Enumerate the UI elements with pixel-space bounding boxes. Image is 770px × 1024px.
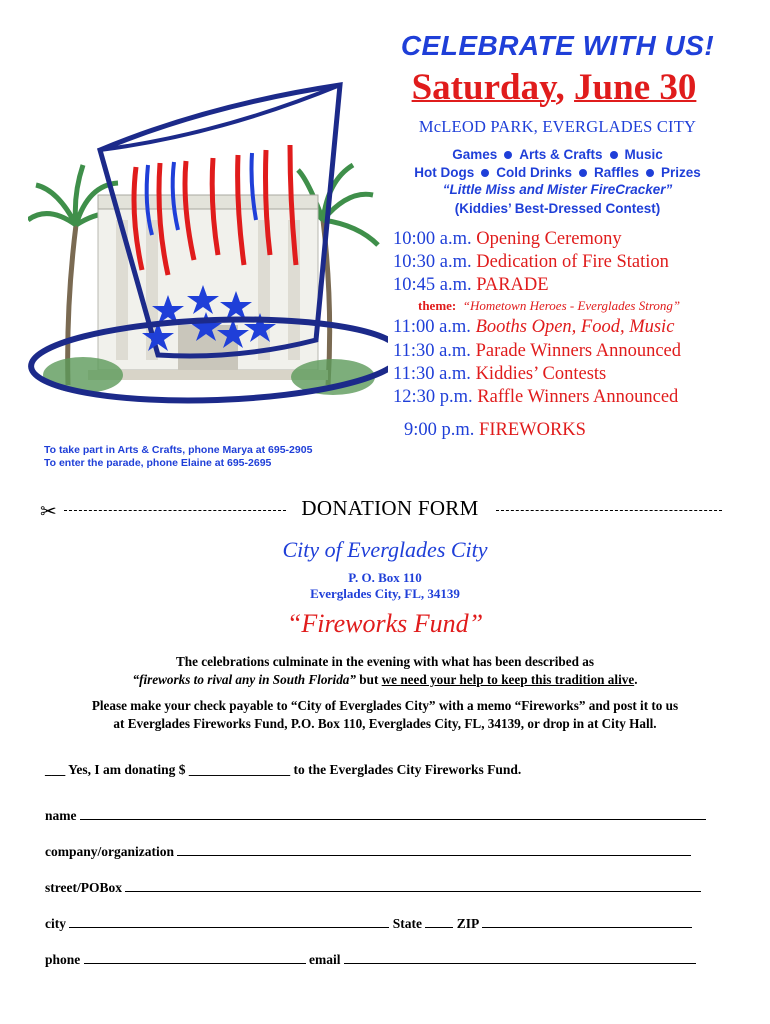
schedule-event: Opening Ceremony bbox=[476, 229, 622, 249]
schedule-event: Dedication of Fire Station bbox=[476, 252, 669, 272]
features-row-1 bbox=[385, 147, 730, 162]
schedule-event: Kiddies’ Contests bbox=[475, 364, 607, 384]
po-box: P. O. Box 110 bbox=[348, 570, 422, 585]
zip-label: ZIP bbox=[456, 916, 479, 931]
celebration-text-line1: The celebrations culminate in the evening with what has been described as bbox=[176, 654, 594, 669]
schedule-time: 9:00 p.m. bbox=[404, 420, 475, 440]
schedule-event: FIREWORKS bbox=[479, 420, 586, 440]
bullet-icon bbox=[579, 169, 587, 177]
schedule-item bbox=[393, 387, 678, 408]
date-day: Saturday bbox=[411, 67, 556, 108]
email-label: email bbox=[309, 952, 341, 967]
name-input-line[interactable] bbox=[80, 807, 706, 820]
zip-input-line[interactable] bbox=[482, 915, 692, 928]
phone-label: phone bbox=[45, 952, 81, 967]
date-month: June 30 bbox=[574, 67, 697, 108]
company-input-line[interactable] bbox=[177, 843, 691, 856]
connector-text: but bbox=[356, 672, 382, 687]
arts-contact-note: To take part in Arts & Crafts, phone Marya at 695-2905 bbox=[44, 444, 313, 456]
donation-form-title: DONATION FORM bbox=[301, 496, 479, 520]
city-name: City of Everglades City bbox=[282, 537, 488, 562]
cut-line-left bbox=[64, 510, 286, 511]
fund-title: “Fireworks Fund” bbox=[286, 609, 484, 638]
feature-item: Games bbox=[452, 147, 498, 162]
payment-instructions-line1: Please make your check payable to “City of Everglades City” with a memo “Fireworks” and post it to us bbox=[91, 698, 679, 713]
hat-illustration bbox=[28, 55, 388, 440]
city-label: city bbox=[45, 916, 66, 931]
schedule-time: 10:00 a.m. bbox=[393, 229, 472, 249]
schedule-event: Booths Open, Food, Music bbox=[475, 317, 675, 337]
theme-label: theme: bbox=[418, 298, 457, 313]
company-field[interactable] bbox=[45, 843, 691, 860]
schedule-time: 10:30 a.m. bbox=[393, 252, 472, 272]
bullet-icon bbox=[481, 169, 489, 177]
city-state-zip: Everglades City, FL, 34139 bbox=[310, 586, 460, 601]
phone-email-field[interactable] bbox=[45, 951, 696, 968]
feature-item: Cold Drinks bbox=[496, 165, 572, 180]
event-date bbox=[378, 66, 730, 109]
schedule-item bbox=[393, 341, 681, 362]
schedule-item bbox=[393, 364, 606, 385]
city-state-zip-field[interactable] bbox=[45, 915, 692, 932]
schedule-time: 11:30 a.m. bbox=[393, 341, 471, 361]
features-row-2 bbox=[385, 165, 730, 180]
feature-item: Raffles bbox=[593, 165, 639, 180]
phone-input-line[interactable] bbox=[84, 951, 306, 964]
company-label: company/organization bbox=[45, 844, 175, 859]
feature-item: Hot Dogs bbox=[414, 165, 475, 180]
street-label: street/POBox bbox=[45, 880, 122, 895]
schedule-item bbox=[393, 275, 549, 296]
bullet-icon bbox=[610, 151, 618, 159]
city-input-line[interactable] bbox=[69, 915, 389, 928]
schedule-item bbox=[393, 252, 669, 273]
event-location: McLEOD PARK, EVERGLADES CITY bbox=[418, 117, 697, 136]
state-label: State bbox=[392, 916, 422, 931]
scissors-icon: ✂ bbox=[40, 501, 57, 523]
cut-line-right bbox=[496, 510, 722, 511]
parade-contact-note: To enter the parade, phone Elaine at 695-2695 bbox=[44, 457, 272, 469]
schedule-time: 12:30 p.m. bbox=[393, 387, 473, 407]
bullet-icon bbox=[504, 151, 512, 159]
schedule-item bbox=[393, 317, 674, 338]
celebration-text-line2 bbox=[0, 672, 770, 688]
email-input-line[interactable] bbox=[344, 951, 696, 964]
theme-text: “Hometown Heroes - Everglades Strong” bbox=[462, 298, 681, 313]
schedule-event: PARADE bbox=[476, 275, 549, 295]
name-label: name bbox=[45, 808, 77, 823]
celebrate-heading: CELEBRATE WITH US! bbox=[400, 30, 715, 61]
schedule-event: Raffle Winners Announced bbox=[477, 387, 679, 407]
contest-description: (Kiddies’ Best-Dressed Contest) bbox=[454, 201, 661, 216]
date-comma: , bbox=[555, 67, 565, 108]
schedule-time: 11:30 a.m. bbox=[393, 364, 471, 384]
bullet-icon bbox=[646, 169, 654, 177]
period: . bbox=[634, 672, 638, 687]
donation-amount-line[interactable]: ___ Yes, I am donating $ _______________ to the Everglades City Fireworks Fund. bbox=[45, 762, 522, 777]
feature-item: Arts & Crafts bbox=[519, 147, 603, 162]
feature-item: Prizes bbox=[661, 165, 701, 180]
contest-name: “Little Miss and Mister FireCracker” bbox=[442, 182, 673, 197]
schedule-item bbox=[404, 420, 586, 441]
schedule-event: Parade Winners Announced bbox=[475, 341, 682, 361]
street-input-line[interactable] bbox=[125, 879, 701, 892]
schedule-time: 11:00 a.m. bbox=[393, 317, 471, 337]
feature-item: Music bbox=[624, 147, 663, 162]
street-field[interactable] bbox=[45, 879, 701, 896]
payment-instructions-line2: at Everglades Fireworks Fund, P.O. Box 110, Everglades City, FL, 34139, or drop in at City Hall. bbox=[113, 716, 657, 731]
schedule-item bbox=[393, 229, 622, 250]
fireworks-quote: “fireworks to rival any in South Florida” bbox=[132, 672, 356, 687]
parade-theme bbox=[418, 298, 680, 314]
schedule-time: 10:45 a.m. bbox=[393, 275, 472, 295]
help-emphasis: we need your help to keep this tradition alive bbox=[381, 672, 635, 687]
state-input-line[interactable] bbox=[425, 915, 453, 928]
name-field[interactable] bbox=[45, 807, 706, 824]
